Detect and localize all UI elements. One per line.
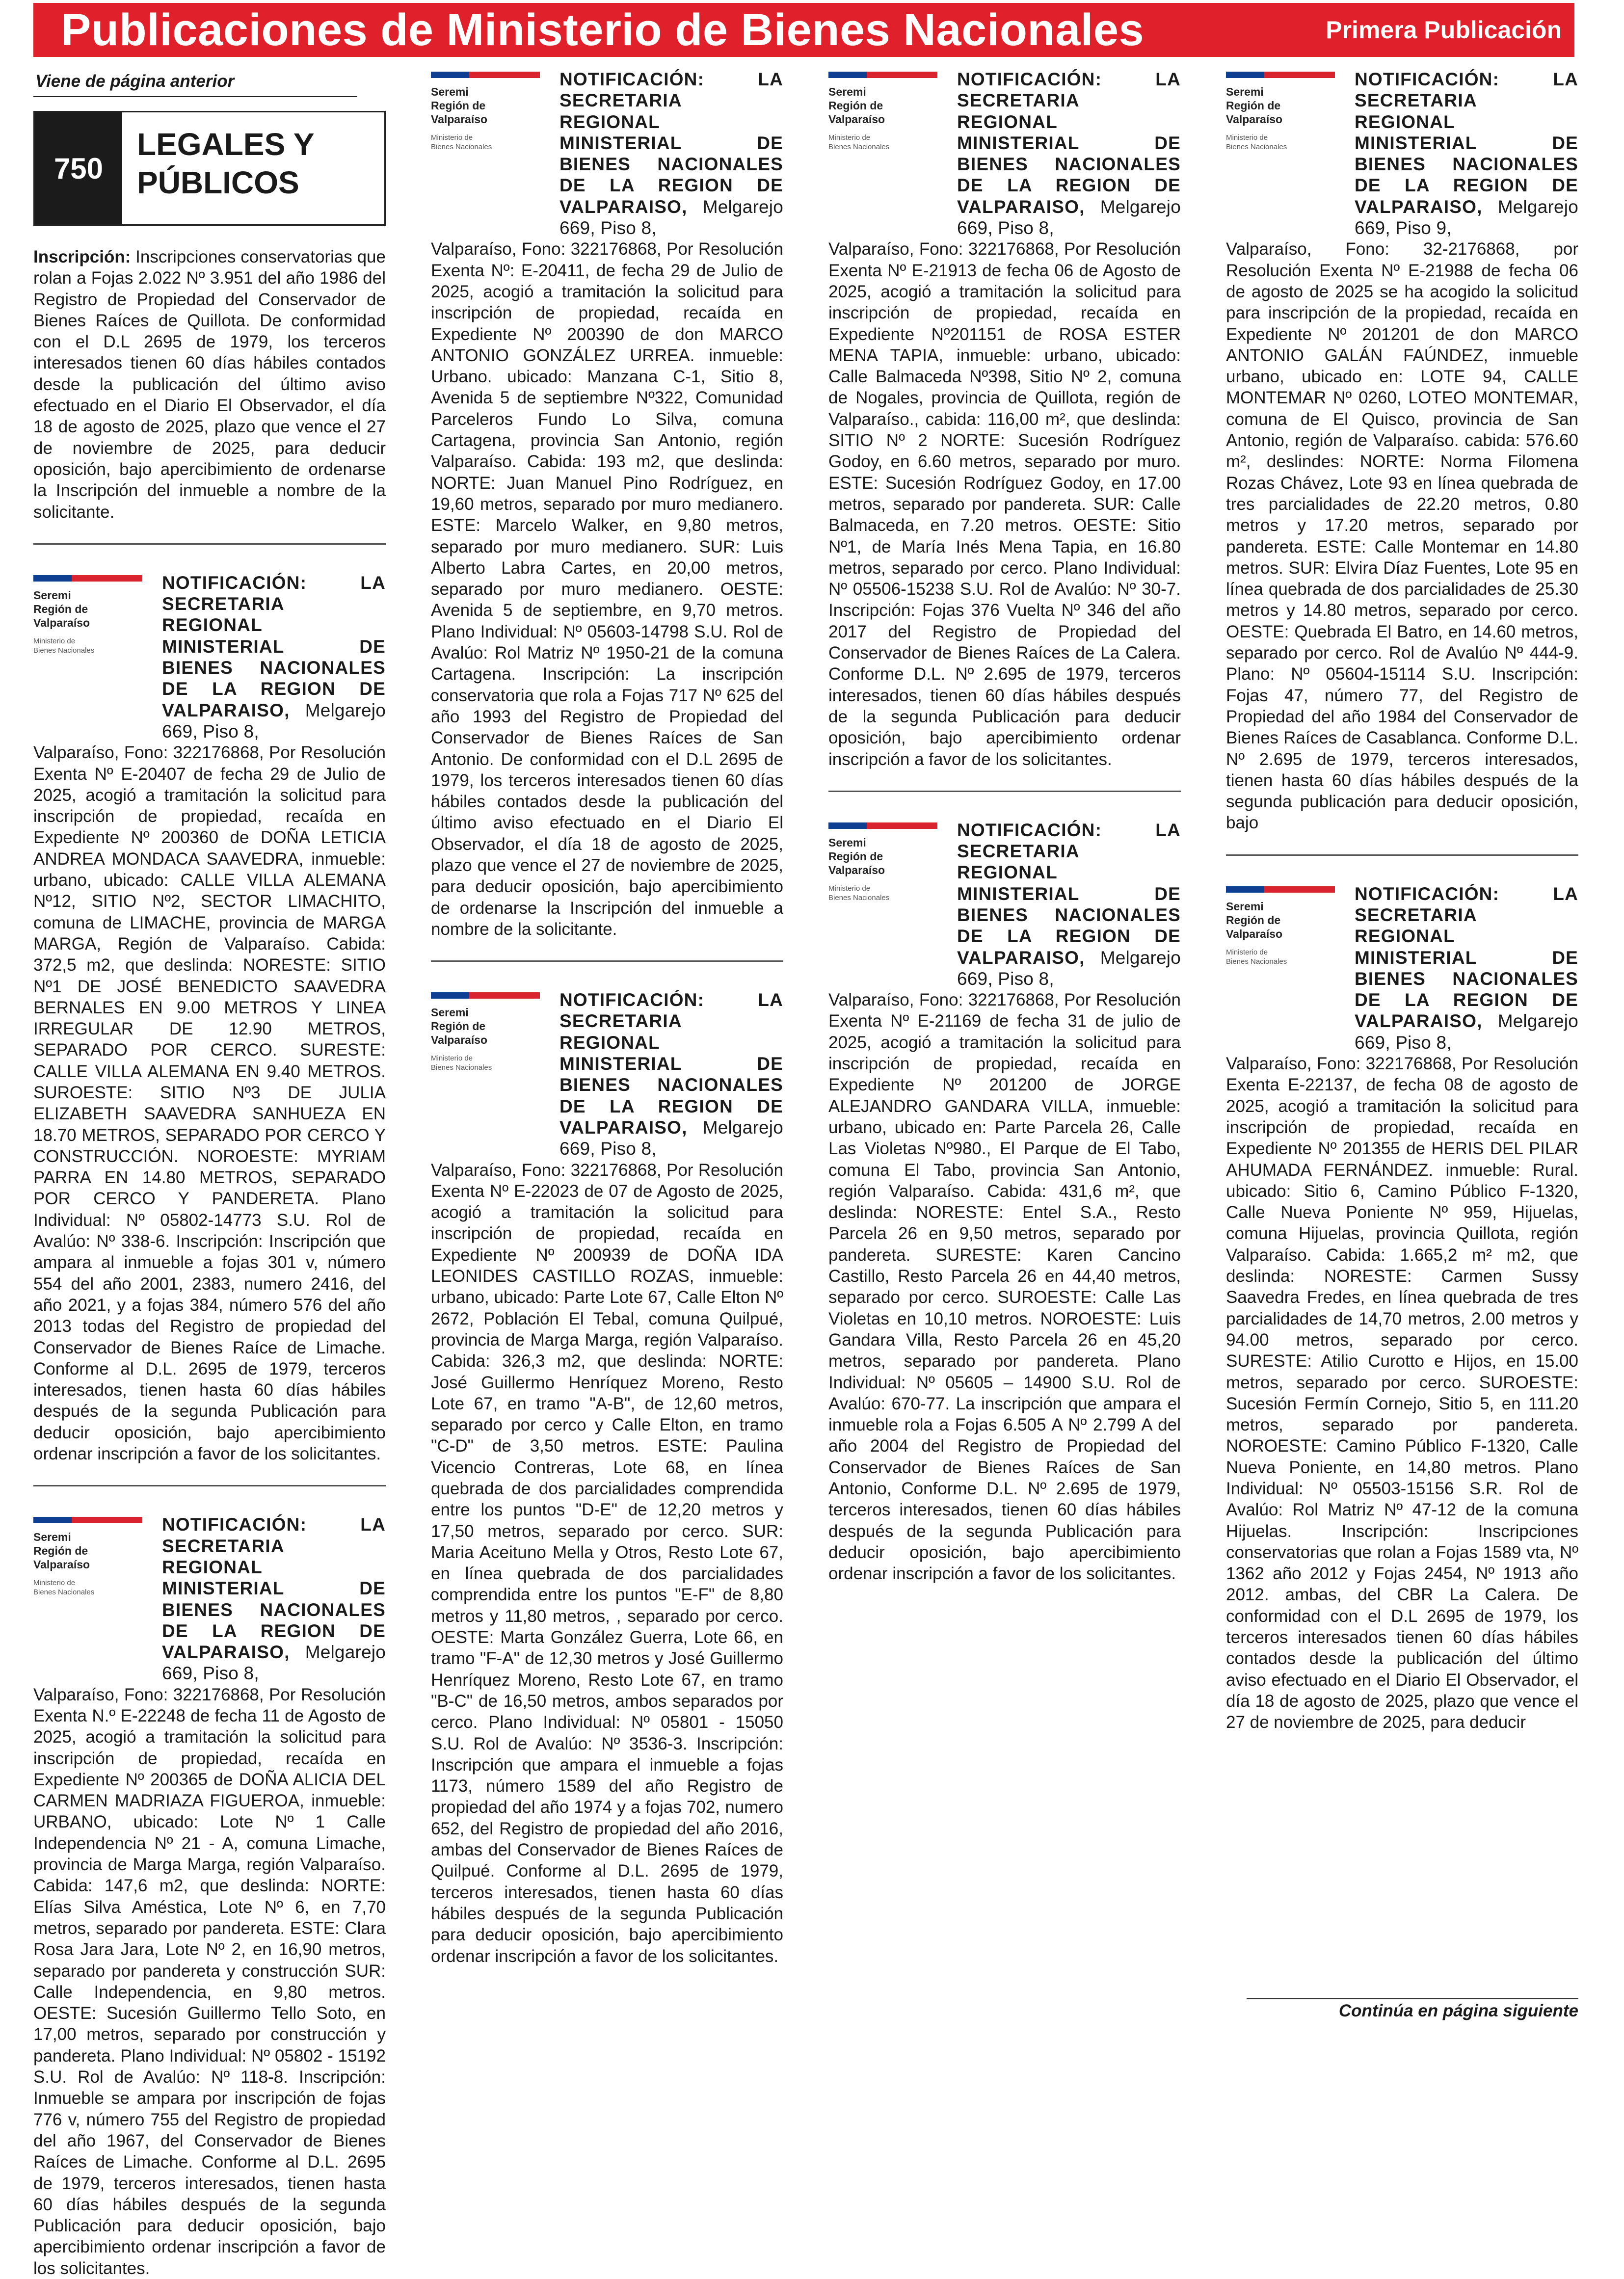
notice-3	[431, 69, 783, 940]
section-number: 750	[35, 112, 122, 224]
divider	[33, 96, 357, 97]
notice-title: NOTIFICACIÓN: LA SECRETARIA REGIONAL MINISTERIAL DE BIENES NACIONALES DE LA REGION DE VALPARAISO, Melgarejo 669, Piso 8,	[559, 990, 783, 1159]
seremi-logo	[33, 572, 151, 685]
notice-body: Valparaíso, Fono: 322176868, Por Resolución Exenta Nº E-22023 de 07 de Agosto de 2025, acogió a tramitación la solicitud para inscripción de propiedad, recaída en Expediente Nº 200939 de DOÑA IDA LEONIDES CASTILLO ROZAS, inmueble: urbano, ubicado: Parte Lote 67, Calle Elton Nº 2672, Población El Tebal, comuna Quilpué, provincia de Marga Marga, región Valparaíso. Cabida: 326,3 m2, que deslinda: NORTE: José Guillermo Henríquez Moreno, Resto Lote 67, en tramo "A-B", de 12,60 metros, separado por cerco y Calle Elton, en tramo "C-D" de 3,50 metros. ESTE: Paulina Vicencio Contreras, Lote 68, en línea quebrada de dos parcialidades comprendida entre los puntos "D-E" de 12,20 metros y 17,50 metros, separado por cerco. SUR: Maria Aceituno Mella y Otros, Resto Lote 67, en línea quebrada de dos parcialidades comprendida entre los puntos "E-F" de 8,80 metros y 11,80 metros, , separado por cerco. OESTE: Marta González Guerra, Lote 66, en tramo "F-A" de 12,30 metros y José Guillermo Henríquez Moreno, Resto Lote 67, en tramo "B-C" de 16,50 metros, ambos separados por cerco. Plano Individual: Nº 05801 - 15050 S.U. Rol de Avalúo: Nº 3536-3. Inscripción: Inscripción que ampara el inmueble a fojas 1173, número 1589 del año Registro de propiedad del año 1974 y a fojas 702, numero 652, del Registro de propiedad del año 2016, ambas del Conservador de Bienes Raíces de Quilpué. Conforme al D.L. 2695 de 1979, terceros interesados, tienen hasta 60 días hábiles después de la segunda Publicación para deducir oposición, bajo apercibimiento ordenar inscripción a favor de los solicitantes.	[431, 1160, 783, 1966]
logo-subtext: Ministerio de Bienes Nacionales	[828, 884, 890, 902]
publication-tag: Primera Publicación	[1326, 16, 1562, 44]
notice-body: Valparaíso, Fono: 322176868, Por Resolución Exenta Nº E-21913 de fecha 06 de Agosto de 2025, acogió a tramitación la solicitud para inscripción de propiedad, recaída en Expediente Nº201151 de ROSA ESTER MENA TAPIA, inmueble: urbano, ubicado: Calle Balmaceda Nº398, Sitio Nº 2, comuna de Nogales, provincia de Quillota, región de Valparaíso., cabida: 116,00 m², que deslinda: SITIO Nº 2 NORTE: Sucesión Rodríguez Godoy, en 6.60 metros, separado por muro. ESTE: Sucesión Rodríguez Godoy, en 17.00 metros, separado por pandereta. SUR: Calle Balmaceda, en 7.20 metros. OESTE: Sitio Nº1, de María Inés Mena Tapia, en 16.80 metros, separado por cerco. Plano Individual: Nº 05506-15238 S.U. Rol de Avalúo: Nº 30-7. Inscripción: Fojas 376 Vuelta Nº 346 del año 2017 del Registro de Propiedad del Conservador de Bienes Raíces de La Calera. Conforme D.L. Nº 2.695 de 1979, terceros interesados, tienen 60 días hábiles después de la segunda Publicación para deducir oposición, bajo apercibimiento ordenar inscripción a favor de los solicitantes.	[828, 239, 1181, 769]
column-3	[828, 69, 1181, 2027]
notice-title: NOTIFICACIÓN: LA SECRETARIA REGIONAL MINISTERIAL DE BIENES NACIONALES DE LA REGION DE VALPARAISO, Melgarejo 669, Piso 8,	[957, 820, 1181, 989]
section-title: LEGALES Y PÚBLICOS	[137, 127, 314, 200]
notice-header	[1226, 69, 1578, 238]
notice-title: NOTIFICACIÓN: LA SECRETARIA REGIONAL MINISTERIAL DE BIENES NACIONALES DE LA REGION DE VALPARAISO, Melgarejo 669, Piso 8,	[559, 69, 783, 238]
intro-text: Inscripciones conservatorias que rolan a Fojas 2.022 Nº 3.951 del año 1986 del Registro de Propiedad del Conservador de Bienes Raíces de Quillota. De conformidad con el D.L 2695 de 1979, los terceros interesados tienen 60 días hábiles contados desde la publicación del último aviso efectuado en el Diario El Observador, el día 18 de agosto de 2025, plazo que vence el 27 de noviembre de 2025, para deducir oposición, bajo apercibimiento de ordenarse la Inscripción del inmueble a nombre de la solicitante.	[33, 247, 386, 522]
column-2	[431, 69, 783, 2027]
notice-title: NOTIFICACIÓN: LA SECRETARIA REGIONAL MINISTERIAL DE BIENES NACIONALES DE LA REGION DE VALPARAISO, Melgarejo 669, Piso 8,	[162, 1514, 386, 1684]
seremi-logo	[1226, 69, 1344, 182]
notice-header	[431, 989, 783, 1159]
chile-flag-bar	[431, 72, 540, 78]
chile-flag-bar	[1226, 72, 1335, 78]
logo-text: Seremi Región de Valparaíso	[431, 1006, 488, 1047]
continua-label: Continúa en página siguiente	[1338, 2001, 1578, 2020]
logo-text: Seremi Región de Valparaíso	[1226, 900, 1283, 940]
page-header	[33, 3, 1574, 57]
notice-body: Valparaíso, Fono: 32-2176868, por Resolución Exenta Nº E-21988 de fecha 06 de agosto de 2025 se ha acogido la solicitud para inscripción de la propiedad, recaída en Expediente Nº 201201 de don MARCO ANTONIO GALÁN FAÚNDEZ, inmueble urbano, ubicado en: LOTE 94, CALLE MONTEMAR Nº 0260, LOTEO MONTEMAR, comuna de El Quisco, provincia de San Antonio, región de Valparaíso. cabida: 576.60 m², deslindes: NORTE: Norma Filomena Rozas Chávez, Lote 93 en línea quebrada de tres parcialidades de 22.20 metros, 0.80 metros y 17.20 metros, separado por pandereta. ESTE: Calle Montemar en 14.80 metros. SUR: Elvira Díaz Fuentes, Lote 95 en línea quebrada de dos parcialidades de 25.30 metros y 14.80 metros, separado por cerco. OESTE: Quebrada El Batro, en 14.60 metros, separado por cerco. Rol de Avalúo Nº 444-9. Plano: Nº 05604-15114 S.U. Inscripción: Fojas 47, número 77, del Registro de Propiedad del año 1984 del Conservador de Bienes Raíces de Casablanca. Conforme D.L. Nº 2.695 de 1979, terceros interesados, tienen hasta 60 días hábiles después de la segunda publicación para deducir oposición, bajo	[1226, 239, 1578, 833]
notice-header	[828, 820, 1181, 989]
column-4	[1226, 69, 1578, 2027]
divider	[33, 543, 386, 545]
notice-body: Valparaíso, Fono: 322176868, Por Resolución Exenta Nº: E-20411, de fecha 29 de Julio de 2025, acogió a tramitación la solicitud para inscripción de propiedad, recaída en Expediente Nº 200390 de don MARCO ANTONIO GONZÁLEZ URREA. inmueble: Urbano. ubicado: Manzana C-1, Sitio 8, Avenida 5 de septiembre Nº322, Comunidad Parceleros Fundo Lo Silva, comuna Cartagena, provincia San Antonio, región Valparaíso. Cabida: 193 m2, que deslinda: NORTE: Juan Manuel Pino Rodríguez, en 19,60 metros, separado por muro medianero. ESTE: Marcelo Walker, en 9,80 metros, separado por muro medianero. SUR: Luis Alberto Labra Cartes, en 20,00 metros, separado por muro medianero. OESTE: Avenida 5 de septiembre, en 9,70 metros. Plano Individual: Nº 05603-14798 S.U. Rol de Avalúo: Rol Matriz Nº 1950-21 de la comuna Cartagena. Inscripción: La inscripción conservatoria que rola a Fojas 717 Nº 625 del año 1993 del Registro de Propiedad del Conservador de Bienes Raíces de San Antonio. De conformidad con el D.L 2695 de 1979, los terceros interesados tienen 60 días hábiles contados desde la publicación del último aviso efectuado en el Diario El Observador, el día 18 de agosto de 2025, plazo que vence el 27 de noviembre de 2025, para deducir oposición, bajo apercibimiento de ordenarse la Inscripción del inmueble a nombre de la solicitante.	[431, 239, 783, 939]
divider	[1247, 1998, 1578, 1999]
chile-flag-bar	[1226, 886, 1335, 893]
notice-title: NOTIFICACIÓN: LA SECRETARIA REGIONAL MINISTERIAL DE BIENES NACIONALES DE LA REGION DE VALPARAISO, Melgarejo 669, Piso 8,	[1355, 883, 1578, 1053]
notice-6	[828, 820, 1181, 1585]
notice-5	[828, 69, 1181, 770]
divider	[1226, 854, 1578, 856]
notice-title: NOTIFICACIÓN: LA SECRETARIA REGIONAL MINISTERIAL DE BIENES NACIONALES DE LA REGION DE VALPARAISO, Melgarejo 669, Piso 8,	[957, 69, 1181, 238]
chile-flag-bar	[828, 72, 937, 78]
notice-header	[1226, 883, 1578, 1053]
seremi-logo	[431, 989, 549, 1102]
divider	[828, 791, 1181, 792]
notice-body: Valparaíso, Fono: 322176868, Por Resolución Exenta Nº E-21169 de fecha 31 de julio de 2025, acogió a tramitación la solicitud para inscripción de propiedad, recaída en Expediente Nº 201200 de JORGE ALEJANDRO GANDARA VILLA, inmueble: urbano, ubicado en: Parte Parcela 26, Calle Las Violetas Nº980., El Parque de El Tabo, comuna El Tabo, provincia San Antonio, región Valparaíso. Cabida: 431,6 m², que deslinda: NORESTE: Entel S.A., Resto Parcela 26 en 9,50 metros, separado por pandereta. SURESTE: Karen Cancino Castillo, Resto Parcela 26 en 44,40 metros, separado por cerco. SUROESTE: Calle Las Violetas en 10,10 metros. NOROESTE: Luis Gandara Villa, Resto Parcela 26 en 45,20 metros, separado por pandereta. Plano Individual: Nº 05605 – 14900 S.U. Rol de Avalúo: 670-77. La inscripción que ampara el inmueble rola a Fojas 6.505 A Nº 2.799 A del año 2004 del Registro de Propiedad del Conservador de Bienes Raíces de San Antonio, Conforme D.L. Nº 2.695 de 1979, terceros interesados, tienen 60 días hábiles después de la segunda Publicación para deducir oposición, bajo apercibimiento ordenar inscripción a favor de los solicitantes.	[828, 990, 1181, 1584]
logo-subtext: Ministerio de Bienes Nacionales	[431, 1054, 492, 1072]
seremi-logo	[828, 69, 946, 182]
header-title: Publicaciones de Ministerio de Bienes Nacionales	[61, 5, 1145, 55]
logo-text: Seremi Región de Valparaíso	[431, 85, 488, 126]
logo-subtext: Ministerio de Bienes Nacionales	[1226, 948, 1287, 966]
column-1	[33, 69, 386, 2278]
notice-title: NOTIFICACIÓN: LA SECRETARIA REGIONAL MINISTERIAL DE BIENES NACIONALES DE LA REGION DE VALPARAISO, Melgarejo 669, Piso 9,	[1355, 69, 1578, 238]
intro-notice	[33, 246, 386, 523]
logo-text: Seremi Región de Valparaíso	[828, 836, 885, 876]
notice-4	[431, 989, 783, 1967]
seremi-logo	[33, 1514, 151, 1627]
chile-flag-bar	[431, 992, 540, 999]
logo-subtext: Ministerio de Bienes Nacionales	[33, 636, 95, 655]
logo-subtext: Ministerio de Bienes Nacionales	[1226, 133, 1287, 151]
notice-7	[1226, 69, 1578, 834]
notice-header	[828, 69, 1181, 238]
notice-body: Valparaíso, Fono: 322176868, Por Resolución Exenta E-22137, de fecha 08 de agosto de 2025, acogió a tramitación la solicitud para inscripción de propiedad, recaída en Expediente Nº 201355 de HERIS DEL PILAR AHUMADA FERNÁNDEZ. inmueble: Rural. ubicado: Sitio 6, Camino Público F-1320, Calle Nueva Poniente Nº 959, Hijuelas, comuna Hijuelas, provincia Quillota, región Valparaíso. Cabida: 1.665,2 m² m2, que deslinda: NORESTE: Carmen Sussy Saavedra Fredes, en línea quebrada de tres parcialidades de 14,70 metros, 2.00 metros y 94.00 metros, separado por cerco. SURESTE: Atilio Curotto e Hijos, en 15.00 metros, separado por cerco. SUROESTE: Sucesión Fermín Cornejo, Sitio 5, en 111.20 metros, separado por pandereta. NOROESTE: Camino Público F-1320, Calle Nueva Poniente, en 14,80 metros. Plano Individual: Nº 05503-15156 S.R. Rol de Avalúo: Rol Matriz Nº 47-12 de la comuna Hijuelas. Inscripción: Inscripciones conservatorias que rolan a Fojas 1589 vta, Nº 1362 año 2012 y Fojas 2454, Nº 1913 año 2012. ambas, del CBR La Calera. De conformidad con el D.L 2695 de 1979, los terceros interesados tienen 60 días hábiles contados desde la publicación del último aviso efectuado en el Diario El Observador, el día 18 de agosto de 2025, plazo que vence el 27 de noviembre de 2025, para deducir	[1226, 1054, 1578, 1732]
divider	[33, 1485, 386, 1486]
intro-label: Inscripción:	[33, 247, 131, 266]
notice-header	[33, 572, 386, 742]
divider	[431, 960, 783, 962]
viene-label: Viene de página anterior	[35, 72, 235, 91]
logo-text: Seremi Región de Valparaíso	[828, 85, 885, 126]
notice-8	[1226, 883, 1578, 1733]
seremi-logo	[828, 820, 946, 932]
logo-subtext: Ministerio de Bienes Nacionales	[828, 133, 890, 151]
chile-flag-bar	[828, 822, 937, 829]
logo-subtext: Ministerio de Bienes Nacionales	[431, 133, 492, 151]
notice-2	[33, 1514, 386, 2279]
notice-body: Valparaíso, Fono: 322176868, Por Resolución Exenta Nº E-20407 de fecha 29 de Julio de 2025, acogió a tramitación la solicitud para inscripción de propiedad, recaída en Expediente Nº 200360 de DOÑA LETICIA ANDREA MONDACA SAAVEDRA, inmueble: urbano, ubicado: CALLE VILLA ALEMANA Nº12, SITIO Nº2, SECTOR LIMACHITO, comuna de LIMACHE, provincia de MARGA MARGA, Región de Valparaíso. Cabida: 372,5 m2, que deslinda: NORESTE: SITIO Nº1 DE JOSÉ BENEDICTO SAAVEDRA BERNALES EN 9.00 METROS Y LINEA IRREGULAR DE 12.90 METROS, SEPARADO POR CERCO. SURESTE: CALLE VILLA ALEMANA EN 9.40 METROS. SUROESTE: SITIO Nº3 DE JULIA ELIZABETH SAAVEDRA SANHUEZA EN 18.70 METROS, SEPARADO POR CERCO Y CONSTRUCCIÓN. NOROESTE: MYRIAM PARRA EN 14.80 METROS, SEPARADO POR CERCO Y PANDERETA. Plano Individual: Nº 05802-14773 S.U. Rol de Avalúo: Nº 338-6. Inscripción: Inscripción que ampara al inmueble a fojas 301 v, número 554 del año 2001, 2383, numero 2416, del año 2021, y a fojas 384, número 576 del año 2013 todas del Registro de propiedad del Conservador de Bienes Raíce de Limache. Conforme al D.L. 2695 de 1979, terceros interesados, tienen hasta 60 días hábiles después de la segunda Publicación para deducir oposición, bajo apercibimiento ordenar inscripción a favor de los solicitantes.	[33, 743, 386, 1464]
logo-subtext: Ministerio de Bienes Nacionales	[33, 1579, 95, 1597]
notice-title: NOTIFICACIÓN: LA SECRETARIA REGIONAL MINISTERIAL DE BIENES NACIONALES DE LA REGION DE VALPARAISO, Melgarejo 669, Piso 8,	[162, 572, 386, 742]
section-box	[33, 111, 386, 226]
chile-flag-bar	[33, 575, 142, 582]
seremi-logo	[431, 69, 549, 182]
notice-body: Valparaíso, Fono: 322176868, Por Resolución Exenta N.º E-22248 de fecha 11 de Agosto de 2025, acogió a tramitación la solicitud para inscripción de propiedad, recaída en Expediente Nº 200365 de DOÑA ALICIA DEL CARMEN MADRIAZA FIGUEROA, inmueble: URBANO, ubicado: Lote Nº 1 Calle Independencia Nº 21 - A, comuna Limache, provincia de Marga Marga, región Valparaíso. Cabida: 147,6 m2, que deslinda: NORTE: Elías Silva Améstica, Lote Nº 6, en 7,70 metros, separado por pandereta. ESTE: Clara Rosa Jara Jara, Lote Nº 2, en 16,90 metros, separado por pandereta y construcción SUR: Calle Independencia, en 9,80 metros. OESTE: Sucesión Guillermo Tello Soto, en 17,00 metros, separado por construcción y pandereta. Plano Individual: Nº 05802 - 15192 S.U. Rol de Avalúo: Nº 118-8. Inscripción: Inmueble se ampara por inscripción de fojas 776 v, número 755 del Registro de propiedad del año 1967, del Conservador de Bienes Raíces de Limache. Conforme al D.L. 2695 de 1979, terceros interesados, tienen hasta 60 días hábiles después de la segunda Publicación para deducir oposición, bajo apercibimiento ordenar inscripción a favor de los solicitantes.	[33, 1685, 386, 2278]
logo-text: Seremi Región de Valparaíso	[33, 588, 90, 629]
notice-1	[33, 572, 386, 1464]
seremi-logo	[1226, 883, 1344, 996]
logo-text: Seremi Región de Valparaíso	[1226, 85, 1283, 126]
notice-header	[431, 69, 783, 238]
logo-text: Seremi Región de Valparaíso	[33, 1531, 90, 1571]
notice-header	[33, 1514, 386, 1684]
chile-flag-bar	[33, 1517, 142, 1523]
